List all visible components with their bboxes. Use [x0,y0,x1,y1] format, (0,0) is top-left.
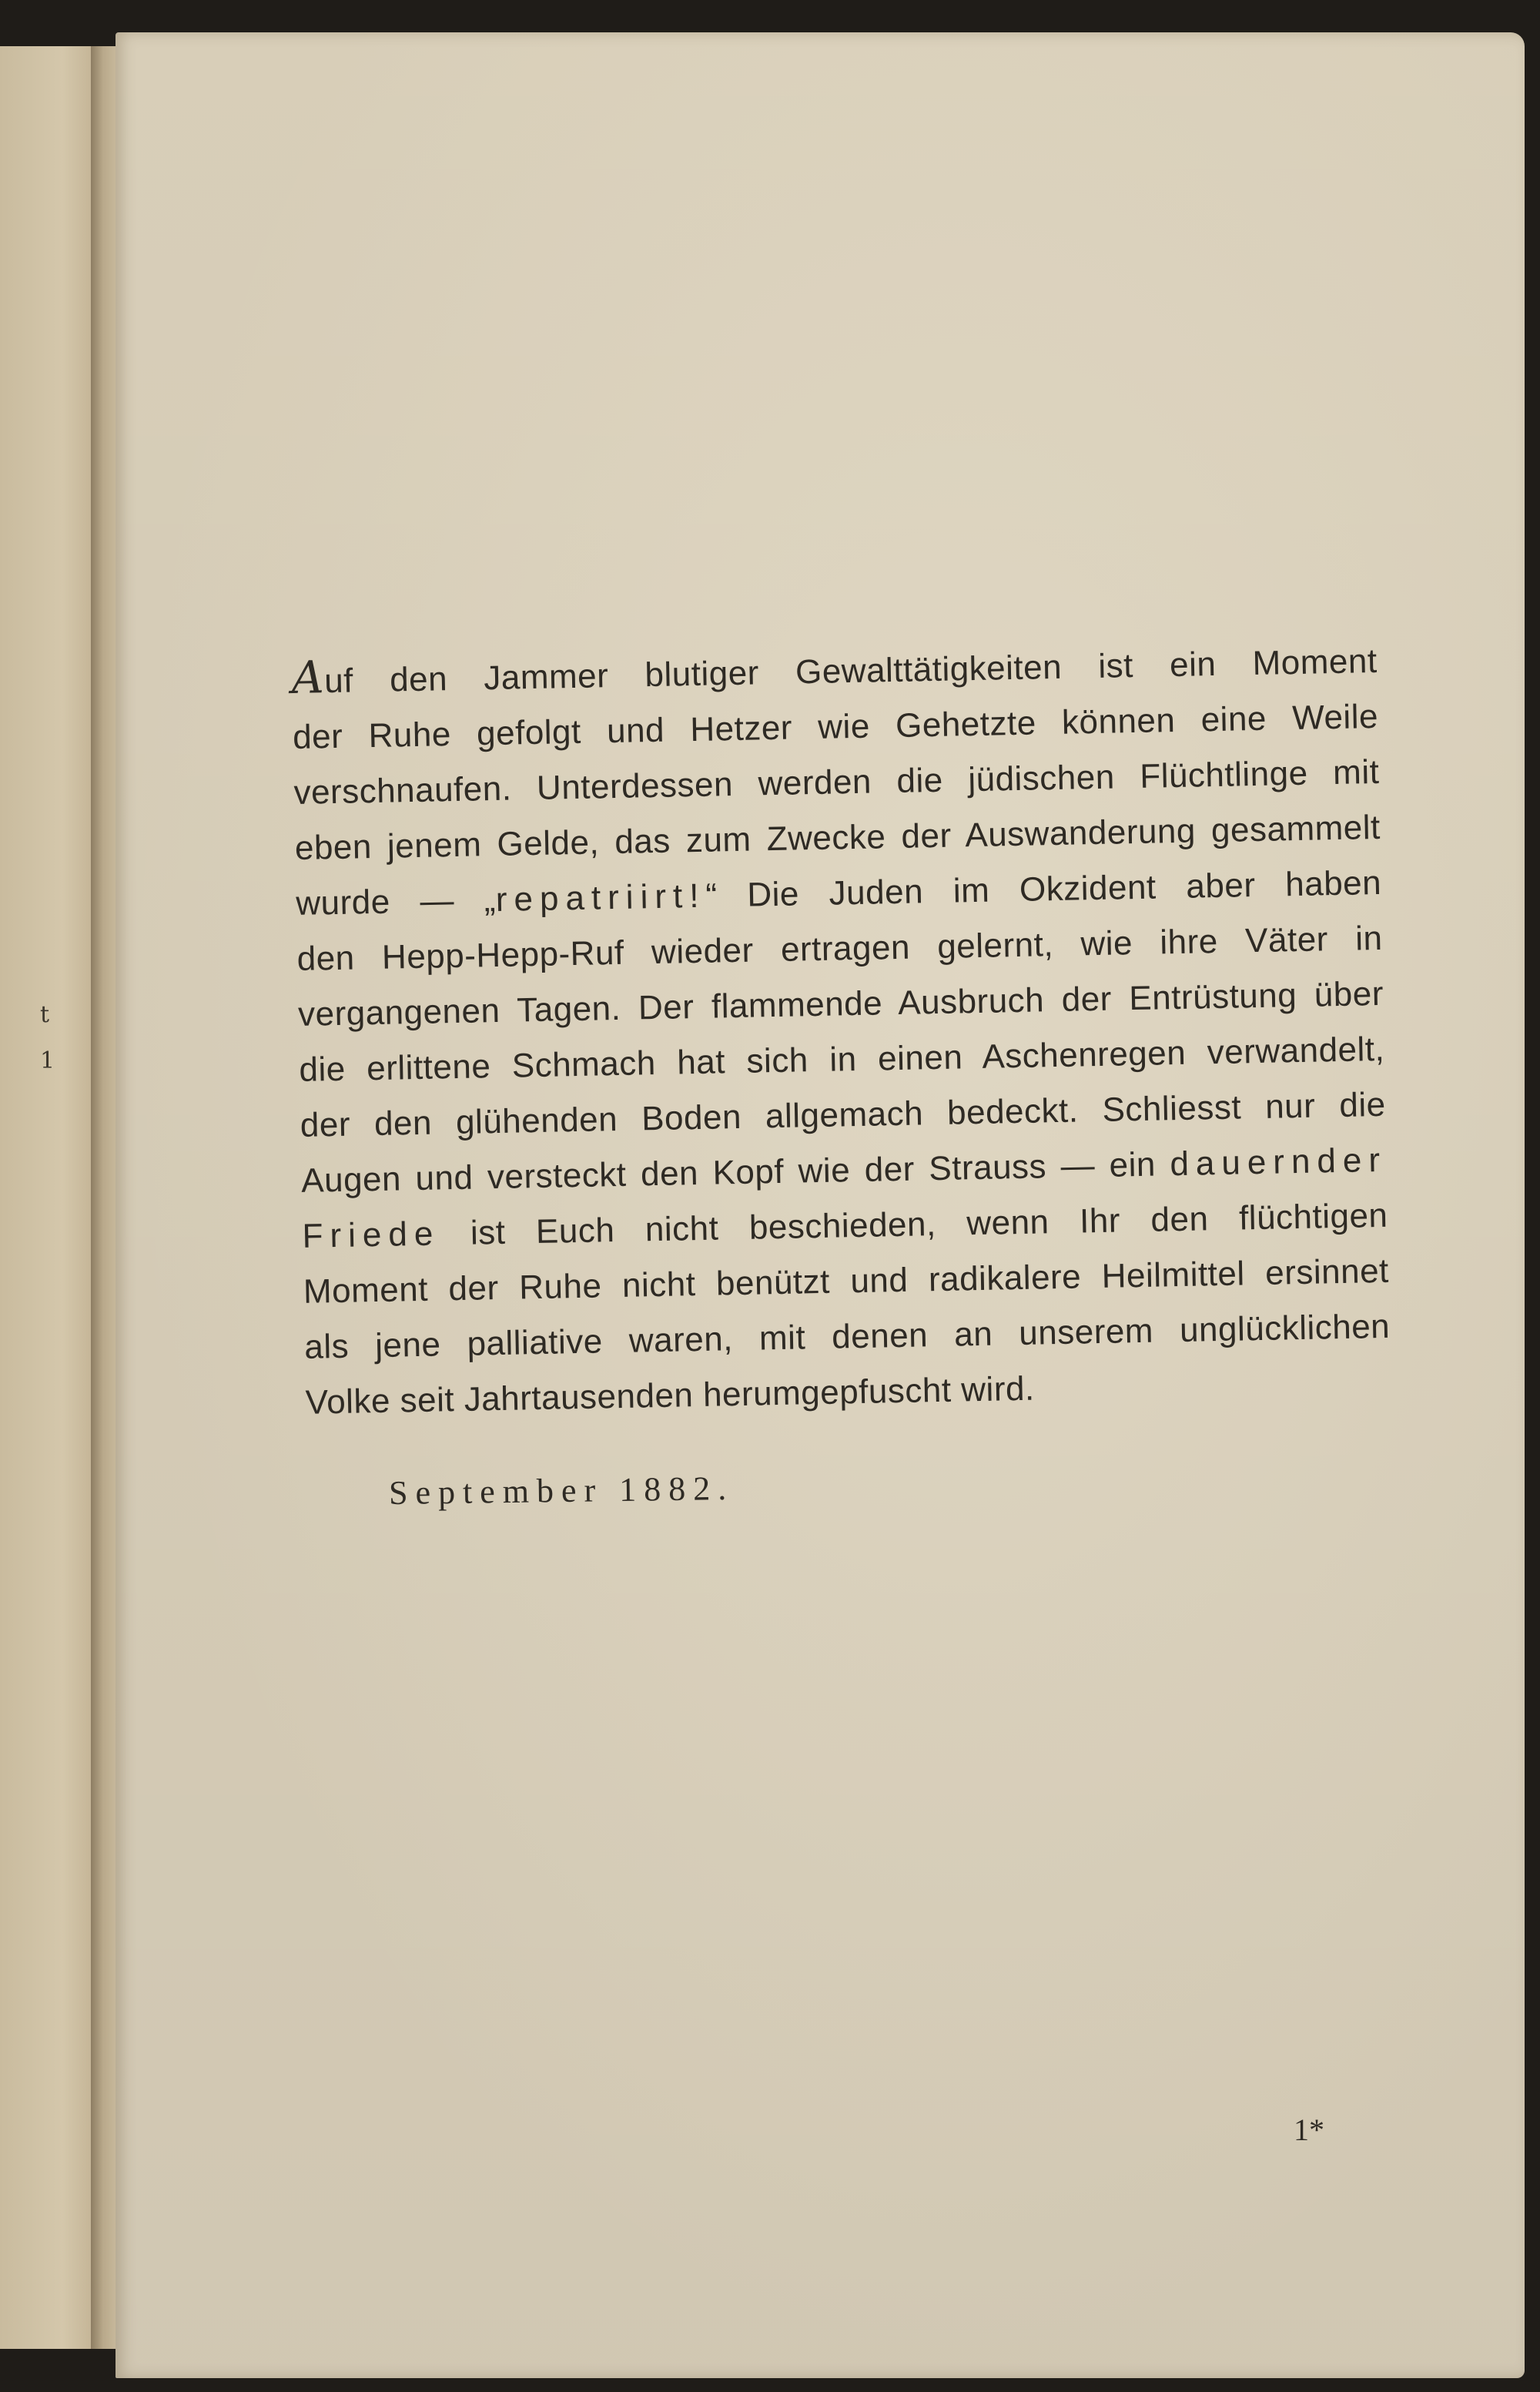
text-segment: Volke seit Jahrtausenden herumgepfuscht wird. [305,1369,1036,1422]
text-segment: der den glühenden Boden allgemach bedeckt. Schliesst nur die [300,1085,1387,1144]
dateline: September 1882. [388,1469,735,1513]
text-segment: wurde — „ [295,880,497,923]
text-segment: vergangenen Tagen. Der flammende Ausbruch der Entrüstung über [297,974,1384,1034]
facing-page [0,46,104,2349]
text-segment: verschnaufen. Unterdessen werden die jüdischen Flüchtlinge mit [293,752,1380,812]
margin-mark: t [40,1001,50,1028]
drop-cap: A [291,651,325,704]
text-segment: Augen und versteckt den Kopf wie der Strauss — ein [300,1145,1170,1200]
text-segment: “ Die Juden im Okzident aber haben [705,863,1382,915]
book-page [116,32,1525,2378]
text-segment: eben jenem Gelde, das zum Zwecke der Auswanderung gesammelt [294,808,1381,867]
emphasized-text: repatriirt! [495,876,706,919]
emphasized-text: dauernder [1169,1141,1388,1184]
text-segment: die erlittene Schmach hat sich in einen Aschenregen verwandelt, [299,1030,1385,1089]
emphasized-text: Friede [302,1214,440,1255]
text-segment: uf den Jammer blutiger Gewalttätigkeiten ist ein Moment [323,642,1378,701]
margin-mark: 1 [40,1047,55,1074]
text-segment: als jene palliative waren, mit denen an unserem unglücklichen [303,1307,1391,1366]
text-segment: Moment der Ruhe nicht benützt und radikalere Heilmittel ersinnet [303,1251,1390,1311]
signature-mark: 1* [1294,2112,1324,2147]
text-segment: der Ruhe gefolgt und Hetzer wie Gehetzte können eine Weile [292,697,1379,756]
text-segment: ist Euch nicht beschieden, wenn Ihr den flüchtigen [439,1196,1388,1253]
text-segment: den Hepp-Hepp-Ruf wieder ertragen gelernt, wie ihre Väter in [296,919,1383,978]
body-text [291,629,1391,1431]
